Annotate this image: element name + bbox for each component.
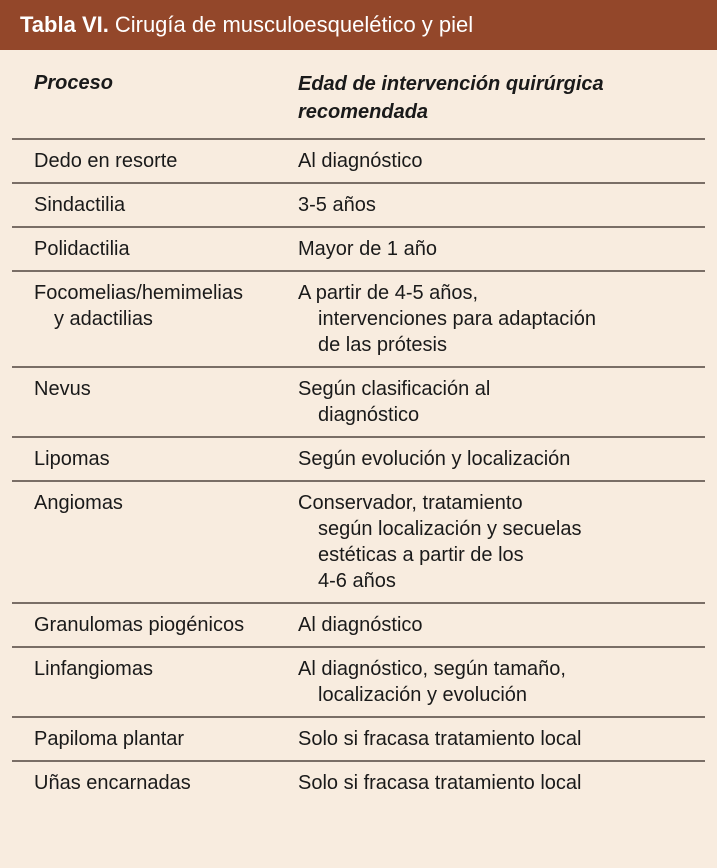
cell-proceso-line: Sindactilia [34,194,126,216]
cell-edad-line: Al diagnóstico [298,614,423,636]
cell-proceso-line: Polidactilia [34,238,130,260]
table-number: Tabla VI. [20,12,109,37]
cell-edad-line: 4-6 años [318,570,396,592]
cell-proceso [12,376,298,428]
table-row [12,184,705,228]
table-body [12,140,705,804]
cell-edad-line: diagnóstico [318,404,420,426]
cell-edad [298,490,705,594]
table-row [12,648,705,718]
cell-proceso [12,612,298,638]
cell-proceso [12,236,298,262]
table-row [12,228,705,272]
cell-edad-line: Solo si fracasa tratamiento local [298,728,582,750]
cell-edad-line: 3-5 años [298,194,376,216]
cell-edad [298,770,705,796]
cell-proceso-line: Lipomas [34,448,110,470]
cell-proceso-line: y adactilias [54,308,153,330]
cell-edad [298,446,705,472]
cell-proceso [12,656,298,708]
cell-proceso [12,770,298,796]
cell-edad-line: Según evolución y localización [298,448,571,470]
cell-proceso-line: Focomelias/hemimelias [34,282,243,304]
table-row [12,272,705,368]
cell-edad [298,376,705,428]
cell-proceso [12,192,298,218]
cell-proceso-line: Dedo en resorte [34,150,178,172]
table-row [12,438,705,482]
table-header-row [12,50,705,140]
cell-proceso-line: Linfangiomas [34,658,153,680]
header-edad [298,70,705,126]
table-title: Cirugía de musculoesquelético y piel [114,12,474,37]
cell-edad-line: A partir de 4-5 años, [298,282,479,304]
cell-edad-line: estéticas a partir de los [318,544,524,566]
cell-proceso-line: Papiloma plantar [34,728,185,750]
table-row [12,368,705,438]
cell-edad-line: localización y evolución [318,684,528,706]
table-row [12,762,705,804]
data-table [0,50,717,804]
table-row [12,718,705,762]
cell-edad-line: Según clasificación al [298,378,491,400]
header-edad-line: recomendada [298,101,429,123]
cell-edad-line: de las prótesis [318,334,447,356]
cell-proceso [12,726,298,752]
cell-edad [298,236,705,262]
cell-proceso-line: Granulomas piogénicos [34,614,245,636]
table-row [12,140,705,184]
cell-proceso-line: Uñas encarnadas [34,772,191,794]
cell-edad-line: Conservador, tratamiento [298,492,523,514]
table-row [12,482,705,604]
header-proceso: Proceso [34,72,113,94]
cell-edad-line: según localización y secuelas [318,518,582,540]
cell-edad [298,656,705,708]
cell-proceso [12,148,298,174]
cell-edad [298,148,705,174]
table-row [12,604,705,648]
cell-edad-line: Al diagnóstico [298,150,423,172]
cell-proceso [12,490,298,594]
cell-edad [298,612,705,638]
cell-edad-line: Al diagnóstico, según tamaño, [298,658,566,680]
cell-proceso [12,446,298,472]
cell-edad [298,726,705,752]
cell-edad-line: Solo si fracasa tratamiento local [298,772,582,794]
cell-proceso [12,280,298,358]
cell-proceso-line: Angiomas [34,492,123,514]
cell-edad [298,280,705,358]
table-title-bar [0,0,717,50]
cell-edad [298,192,705,218]
cell-proceso-line: Nevus [34,378,91,400]
cell-edad-line: Mayor de 1 año [298,238,437,260]
cell-edad-line: intervenciones para adaptación [318,308,596,330]
header-edad-line: Edad de intervención quirúrgica [298,73,604,95]
